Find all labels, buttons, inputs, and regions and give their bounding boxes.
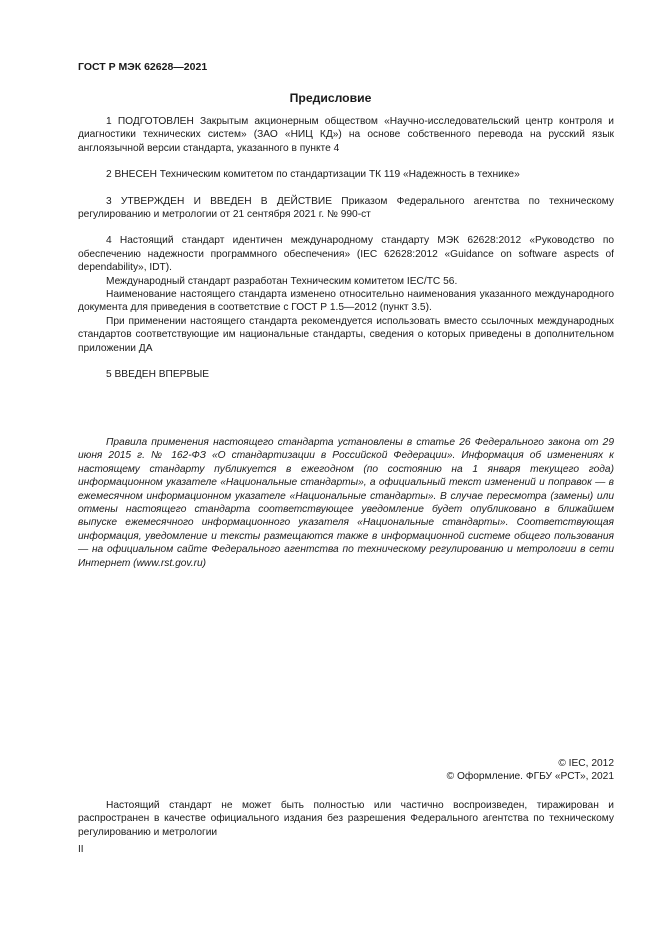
reproduction-block [78,799,614,839]
section-4-application: При применении настоящего стандарта рекомендуется использовать вместо ссылочных международных стандартов соответствующие им национальные стандарты, сведения о которых приведены в дополнительном приложении ДА [78,315,614,354]
standard-code-header: ГОСТ Р МЭК 62628—2021 [78,61,208,73]
page-number: II [78,844,84,855]
page-title: Предисловие [289,91,372,105]
copyright-iec: © IEC, 2012 [558,758,614,769]
section-4-name-change: Наименование настоящего стандарта изменено относительно наименования указанного международного документа для приведения в соответствие с ГОСТ Р 1.5—2012 (пункт 3.5). [78,289,614,314]
section-2: 2 ВНЕСЕН Техническим комитетом по стандартизации ТК 119 «Надежность в технике» [106,169,520,181]
notice-italic-text: Правила применения настоящего стандарта установлены в статье 26 Федерального закона от 29 июня 2015 г. № 162-ФЗ «О стандартизации в Российской Федерации». Информация об изменениях к настоящему стандарту публикуется в ежегодном (по состоянию на 1 января текущего года) информационном указателе «Национальные стандарты», а официальный текст изменений и поправок — в ежемесячном информационном указателе «Национальные стандарты». В случае пересмотра (замены) или отмены настоящего стандарта соответствующее уведомление будет опубликовано в ближайшем выпуске ежемесячного информационного указателя «Национальные стандарты». Соответствующая информация, уведомление и тексты размещаются также в информационной системе общего пользования — на официальном сайте Федерального агентства по техническому регулированию и метрологии в сети Интернет (www.rst.gov.ru) [78,437,614,569]
section-5: 5 ВВЕДЕН ВПЕРВЫЕ [106,369,210,381]
reproduction-notice: Настоящий стандарт не может быть полностью или частично воспроизведен, тиражирован и распространен в качестве официального издания без разрешения Федерального агентства по техническому регулированию и метрологии [78,800,614,838]
copyright-block [78,757,614,784]
section-1: 1 ПОДГОТОВЛЕН Закрытым акционерным обществом «Научно-исследовательский центр контроля и диагностики технических систем» (ЗАО «НИЦ КД») на основе собственного перевода на русский язык англоязычной версии стандарта, указанного в пункте 4 [78,116,614,154]
section-4: 4 Настоящий стандарт идентичен международному стандарту МЭК 62628:2012 «Руководство по обеспечению надежности программного обеспечения» (IEC 62628:2012 «Guidance on software aspects of dependability», IDT). [78,235,614,274]
section-4-tc: Международный стандарт разработан Техническим комитетом IEC/TC 56. [106,275,458,287]
section-3: 3 УТВЕРЖДЕН И ВВЕДЕН В ДЕЙСТВИЕ Приказом Федерального агентства по техническому регулированию и метрологии от 21 сентября 2021 г. № 990-ст [78,195,614,221]
application-rules-notice [78,436,614,570]
copyright-design: © Оформление. ФГБУ «РСТ», 2021 [446,771,614,783]
foreword-body [78,115,614,382]
